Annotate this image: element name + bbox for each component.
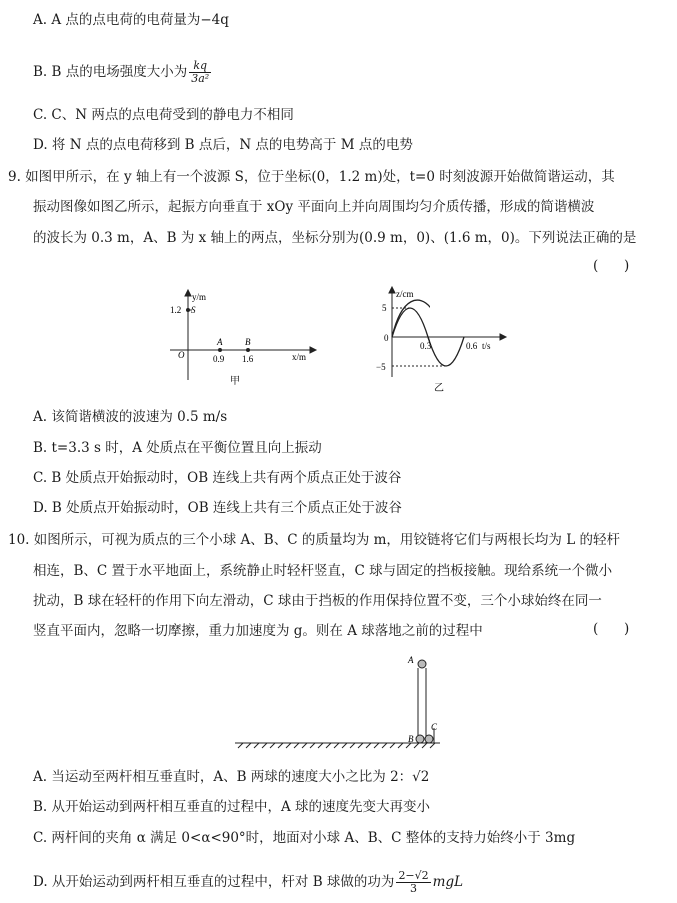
q8-option-b bbox=[33, 60, 213, 85]
q9-stem-line-3: 的波长为 0.3 m，A、B 为 x 轴上的两点，坐标分别为(0.9 m，0)、(1.6 m，0)。下列说法正确的是 bbox=[33, 230, 637, 246]
fraction-numerator: kq bbox=[189, 60, 211, 73]
tick-label-0-3: 0.3 bbox=[420, 341, 432, 351]
source-s-label: S bbox=[191, 305, 196, 315]
q10-option-a: A. 当运动至两杆相互垂直时，A、B 两球的速度大小之比为 2：√2 bbox=[33, 769, 430, 785]
q9-option-b: B. t=3.3 s 时，A 处质点在平衡位置且向上振动 bbox=[33, 440, 322, 456]
q8-option-c: C. C、N 两点的点电荷受到的静电力不相同 bbox=[33, 107, 294, 123]
q8-option-b-fraction bbox=[189, 60, 211, 85]
q8-option-a: A. A 点的点电荷的电荷量为−4q bbox=[33, 12, 229, 28]
label-b: B bbox=[408, 734, 414, 744]
origin-label: O bbox=[178, 350, 185, 360]
q10-stem-line-1: 10. 如图所示，可视为质点的三个小球 A、B、C 的质量均为 m，用铰链将它们与两根长均为 L 的轻杆 bbox=[8, 532, 620, 548]
q9-option-c: C. B 处质点开始振动时，OB 连线上共有两个质点正处于波谷 bbox=[33, 470, 402, 486]
x-axis-label: x/m bbox=[292, 352, 307, 362]
y-min-label: −5 bbox=[376, 362, 386, 372]
q9-stem-line-1: 9. 如图甲所示，在 y 轴上有一个波源 S，位于坐标(0，1.2 m)处，t=0 时刻波源开始做简谐运动，其 bbox=[8, 169, 615, 185]
q9-option-d: D. B 处质点开始振动时，OB 连线上共有三个质点正处于波谷 bbox=[33, 500, 402, 516]
q10-option-d-fraction bbox=[396, 870, 430, 895]
q10-stem-line-4: 竖直平面内，忽略一切摩擦，重力加速度为 g。则在 A 球落地之前的过程中 bbox=[33, 623, 483, 639]
q10-option-d-text: D. 从开始运动到两杆相互垂直的过程中，杆对 B 球做的功为 bbox=[33, 874, 395, 890]
t-axis-arrow bbox=[500, 334, 506, 340]
point-a-label: A bbox=[217, 337, 223, 347]
point-b-label: B bbox=[245, 337, 251, 347]
q10-option-c: C. 两杆间的夹角 α 满足 0<α<90°时，地面对小球 A、B、C 整体的支持力始终小于 3mg bbox=[33, 830, 576, 846]
point-a-dot bbox=[218, 348, 222, 352]
q10-option-b: B. 从开始运动到两杆相互垂直的过程中，A 球的速度先变大再变小 bbox=[33, 799, 431, 815]
tick-label-0-6: 0.6 bbox=[466, 341, 478, 351]
q10-figure bbox=[230, 650, 450, 750]
y-value-label: 1.2 bbox=[170, 305, 182, 315]
q9-figure-jia bbox=[160, 288, 320, 388]
figure-yi-caption: 乙 bbox=[434, 383, 444, 394]
q9-option-a: A. 该简谐横波的波速为 0.5 m/s bbox=[33, 409, 228, 425]
z-axis-label: z/cm bbox=[396, 289, 414, 299]
t-axis-label: t/s bbox=[482, 341, 491, 351]
label-a: A bbox=[408, 655, 414, 665]
ground-hatching bbox=[238, 743, 435, 748]
curve-mask bbox=[430, 305, 490, 385]
y-axis-arrow bbox=[185, 290, 191, 296]
source-s-dot bbox=[186, 308, 190, 312]
tick-b-label: 1.6 bbox=[242, 354, 254, 364]
tick-a-label: 0.9 bbox=[213, 354, 225, 364]
y-max-label: 5 bbox=[382, 303, 387, 313]
ball-b bbox=[416, 735, 424, 743]
q9-figure-yi bbox=[370, 285, 510, 395]
label-c: C bbox=[431, 722, 438, 732]
q8-option-b-text: B. B 点的电场强度大小为 bbox=[33, 64, 188, 80]
q10-option-d-unit: mgL bbox=[432, 874, 464, 890]
q10-answer-parentheses: ( ) bbox=[593, 621, 630, 637]
point-b-dot bbox=[246, 348, 250, 352]
q9-stem-line-2: 振动图像如图乙所示，起振方向垂直于 xOy 平面向上并向周围均匀介质传播，形成的简谐横波 bbox=[33, 199, 595, 215]
q8-option-d: D. 将 N 点的点电荷移到 B 点后，N 点的电势高于 M 点的电势 bbox=[33, 137, 413, 153]
fraction-numerator: 2−√2 bbox=[398, 869, 429, 882]
q9-answer-parentheses: ( ) bbox=[593, 258, 630, 274]
ball-c bbox=[425, 735, 433, 743]
fraction-denominator: 3a² bbox=[191, 72, 210, 85]
ball-a bbox=[418, 660, 426, 668]
origin-label: 0 bbox=[384, 333, 389, 343]
q10-stem-line-3: 扰动，B 球在轻杆的作用下向左滑动，C 球由于挡板的作用保持位置不变，三个小球始终在同一 bbox=[33, 593, 602, 609]
figure-jia-caption: 甲 bbox=[230, 376, 240, 387]
x-axis-arrow bbox=[310, 347, 316, 353]
q10-option-d bbox=[33, 870, 463, 895]
z-axis-arrow bbox=[389, 287, 395, 293]
fraction-denominator: 3 bbox=[410, 882, 418, 895]
y-axis-label: y/m bbox=[192, 292, 207, 302]
q10-stem-line-2: 相连，B、C 置于水平地面上，系统静止时轻杆竖直，C 球与固定的挡板接触。现给系统一个微小 bbox=[33, 563, 613, 579]
